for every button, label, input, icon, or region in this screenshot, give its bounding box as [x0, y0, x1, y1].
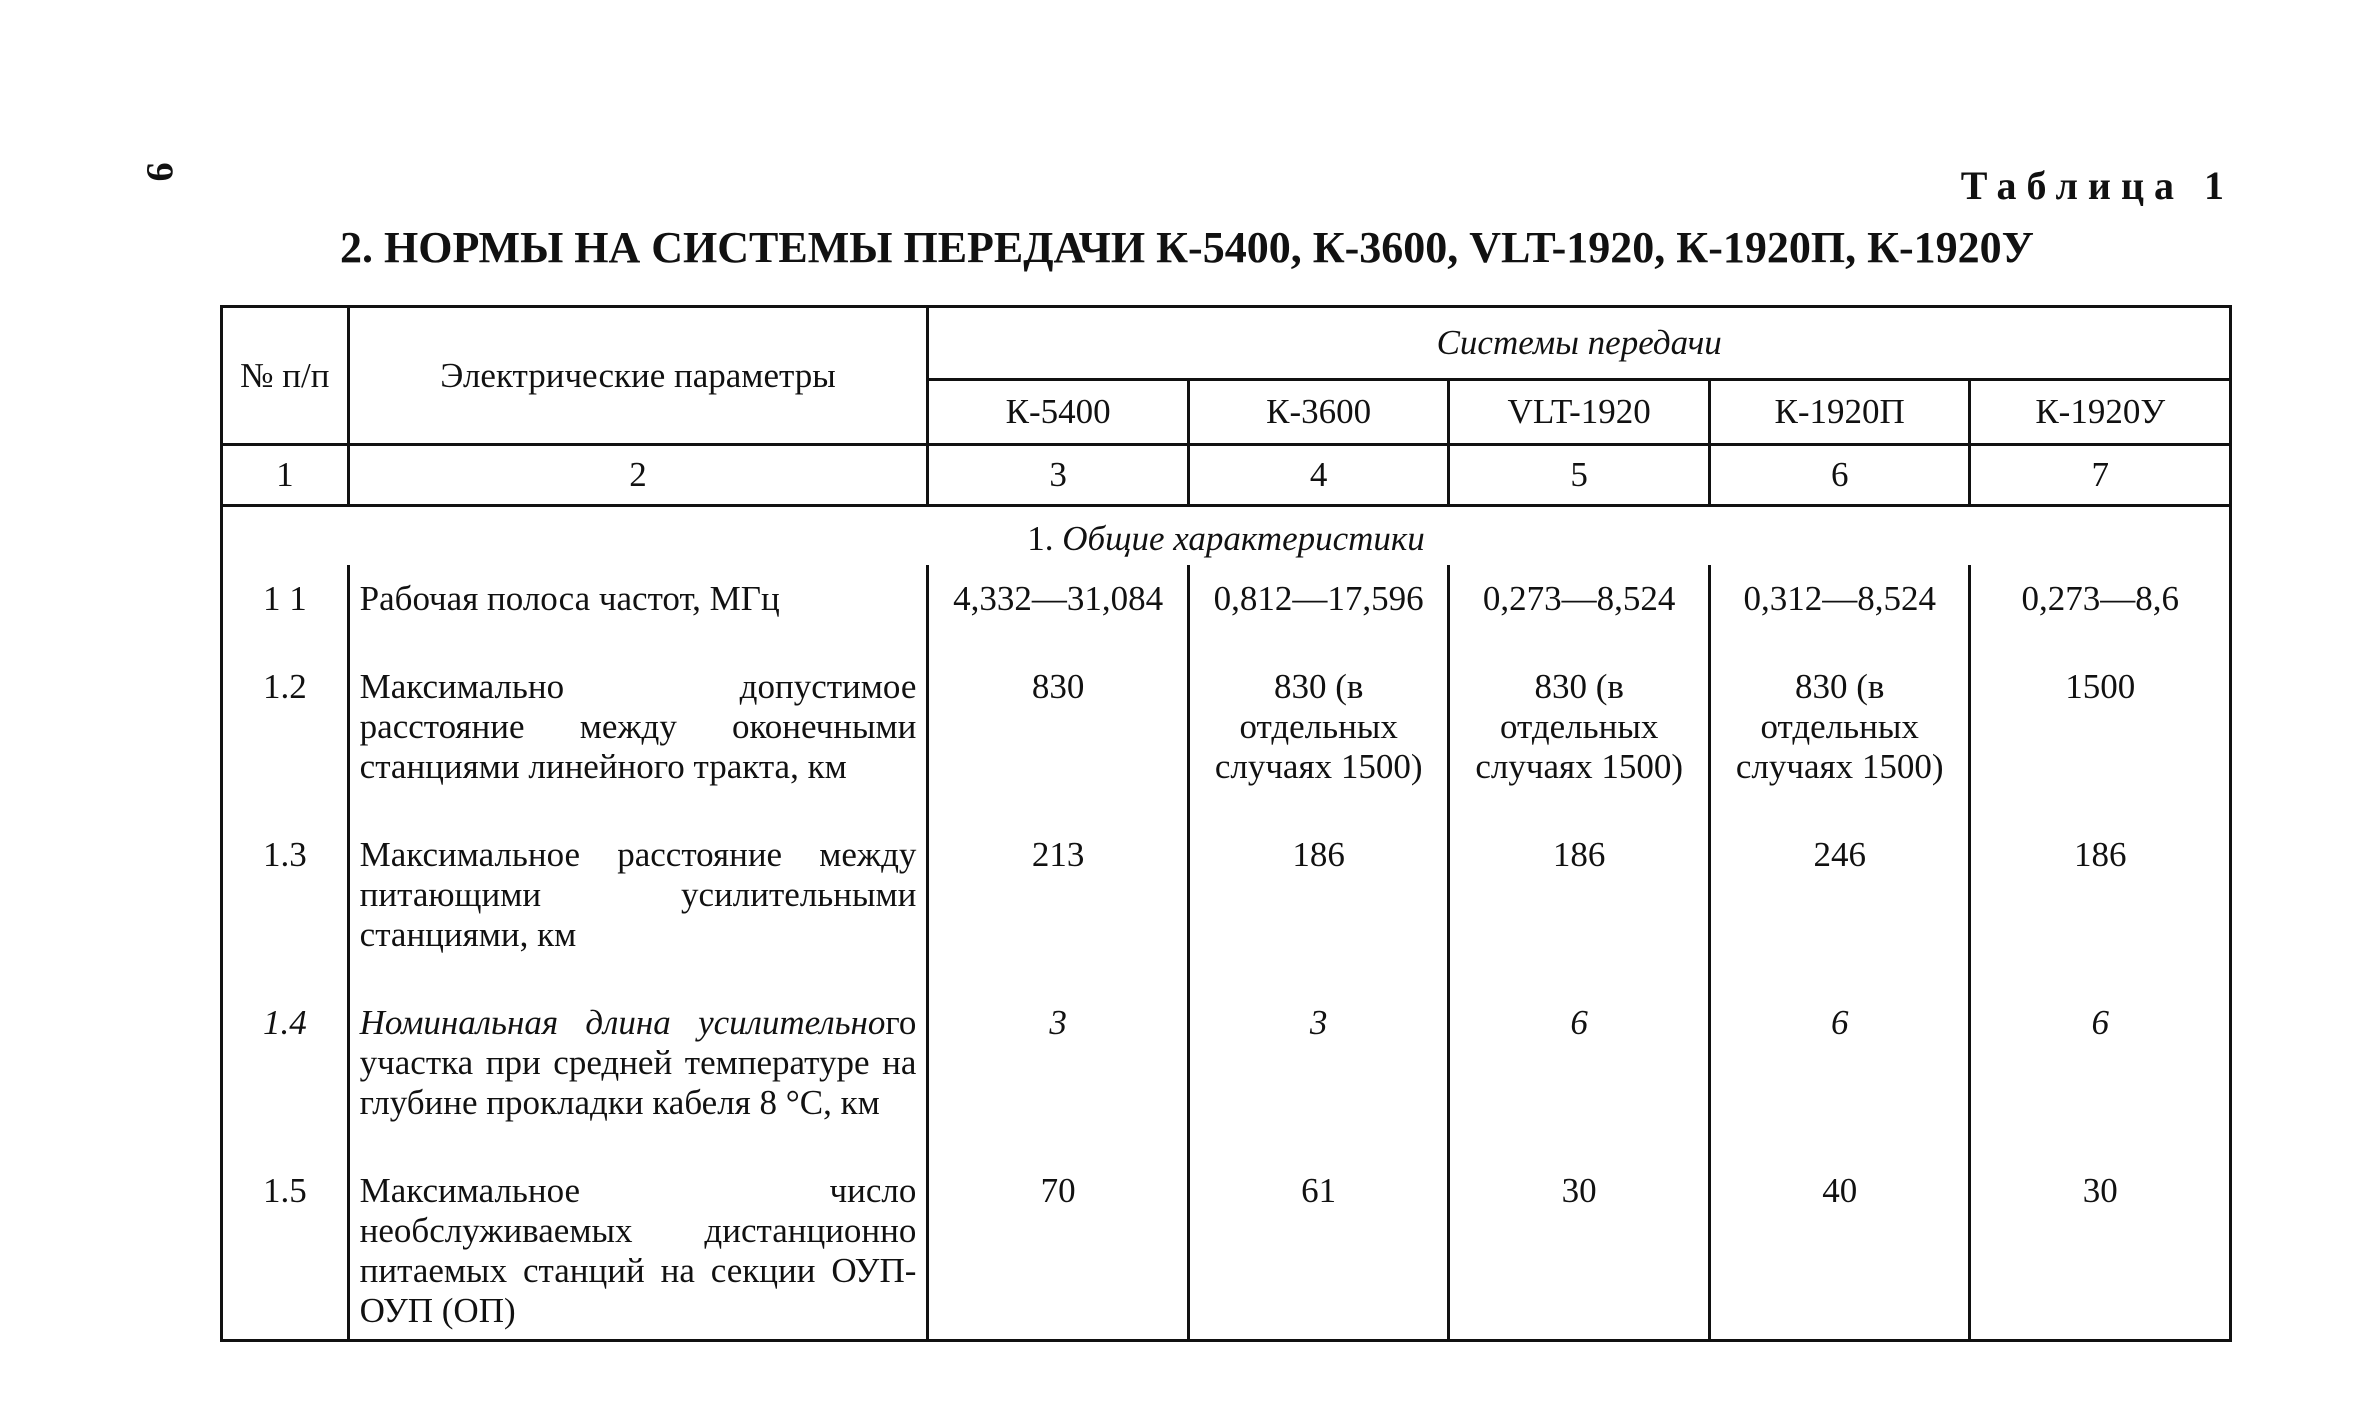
row-value: 0,273—8,524: [1449, 565, 1710, 653]
row-value: 30: [1970, 1157, 2231, 1341]
row-number: 1.4: [222, 989, 349, 1157]
row-parameter: [348, 989, 928, 1157]
table-row: [222, 653, 2231, 821]
row-value: 61: [1188, 1157, 1449, 1341]
row-value: 6: [1970, 989, 2231, 1157]
row-parameter: Максимальное число необслуживаемых дистанционно питаемых станций на секции ОУП-ОУП (ОП): [348, 1157, 928, 1341]
column-number: 6: [1709, 445, 1970, 506]
row-value: 6: [1709, 989, 1970, 1157]
column-number: 5: [1449, 445, 1710, 506]
table-label: Таблица 1: [1960, 163, 2234, 208]
table-row: [222, 821, 2231, 989]
row-value: 186: [1449, 821, 1710, 989]
row-value: 186: [1188, 821, 1449, 989]
row-number: 1.5: [222, 1157, 349, 1341]
column-number: 1: [222, 445, 349, 506]
header-system: К-1920У: [1970, 380, 2231, 445]
table-row: [222, 989, 2231, 1157]
row-value: 3: [928, 989, 1189, 1157]
row-value: 70: [928, 1157, 1189, 1341]
header-num: № п/п: [222, 307, 349, 445]
row-value: 830 (в отдельных случаях 1500): [1709, 653, 1970, 821]
row-value: 0,273—8,6: [1970, 565, 2231, 653]
header-system: К-1920П: [1709, 380, 1970, 445]
header-system: К-5400: [928, 380, 1189, 445]
header-system: К-3600: [1188, 380, 1449, 445]
row-value: 213: [928, 821, 1189, 989]
header-systems-group: Системы передачи: [928, 307, 2231, 380]
header-row: [222, 307, 2231, 380]
row-value: 4,332—31,084: [928, 565, 1189, 653]
row-value: 830: [928, 653, 1189, 821]
row-value: 0,812—17,596: [1188, 565, 1449, 653]
column-number-row: [222, 445, 2231, 506]
row-parameter-italic: Номинальная длина усилительно: [359, 1003, 886, 1042]
row-number: 1 1: [222, 565, 349, 653]
column-number: 2: [348, 445, 928, 506]
row-value: 186: [1970, 821, 2231, 989]
document-title: 2. НОРМЫ НА СИСТЕМЫ ПЕРЕДАЧИ К-5400, К-3600, VLT-1920, К-1920П, К-1920У: [340, 223, 2034, 272]
row-value: 830 (в отдельных случаях 1500): [1188, 653, 1449, 821]
section-heading: [222, 506, 2231, 566]
section-title: Общие характеристики: [1062, 519, 1425, 558]
row-value: 3: [1188, 989, 1449, 1157]
header-param: Электрические параметры: [348, 307, 928, 445]
section-row: [222, 506, 2231, 566]
row-parameter: Максимально допустимое расстояние между оконечными станциями линейного тракта, км: [348, 653, 928, 821]
row-parameter: Максимальное расстояние между питающими усилительными станциями, км: [348, 821, 928, 989]
row-value: 1500: [1970, 653, 2231, 821]
column-number: 3: [928, 445, 1189, 506]
norms-table: [220, 305, 2232, 1342]
row-number: 1.3: [222, 821, 349, 989]
row-parameter: Рабочая полоса частот, МГц: [348, 565, 928, 653]
column-number: 4: [1188, 445, 1449, 506]
row-value: 40: [1709, 1157, 1970, 1341]
section-prefix: 1.: [1027, 519, 1054, 558]
row-value: 30: [1449, 1157, 1710, 1341]
row-parameter-rest: го участка при средней температуре на глубине прокладки кабеля 8 °С, км: [359, 1003, 917, 1122]
row-value: 6: [1449, 989, 1710, 1157]
row-value: 246: [1709, 821, 1970, 989]
table-row: [222, 565, 2231, 653]
row-value: 0,312—8,524: [1709, 565, 1970, 653]
row-value: 830 (в отдельных случаях 1500): [1449, 653, 1710, 821]
header-system: VLT-1920: [1449, 380, 1710, 445]
column-number: 7: [1970, 445, 2231, 506]
row-number: 1.2: [222, 653, 349, 821]
page-number: 9: [138, 162, 181, 182]
table-row: [222, 1157, 2231, 1341]
